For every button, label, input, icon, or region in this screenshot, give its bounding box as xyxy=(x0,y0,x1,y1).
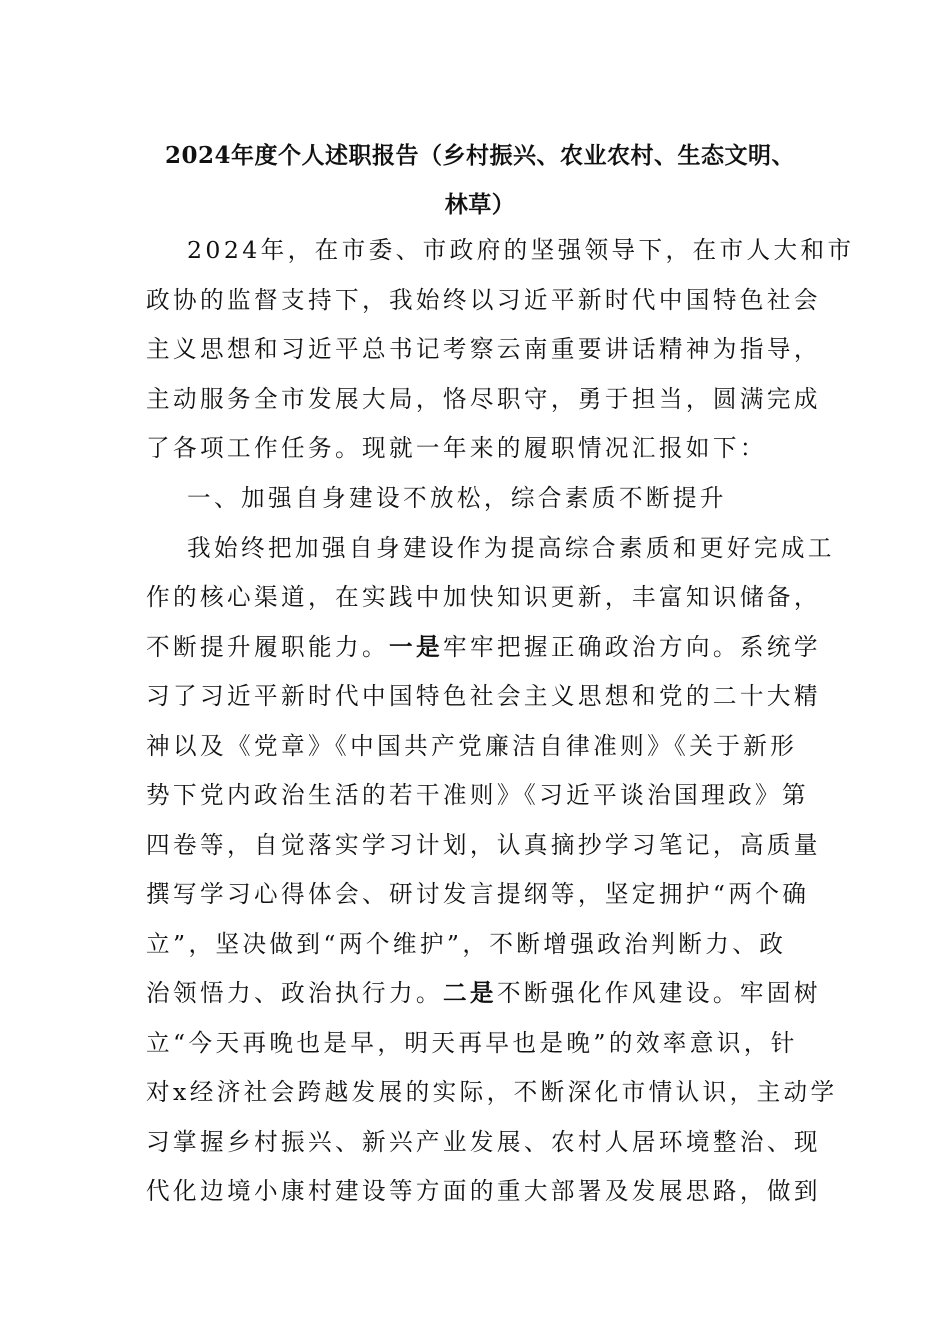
paragraph-line: 我始终把加强自身建设作为提高综合素质和更好完成工 xyxy=(187,534,835,562)
document-title-line-2: 林草） xyxy=(444,191,516,218)
document-title-line-1: 2024年度个人述职报告（乡村振兴、农业农村、生态文明、 xyxy=(164,142,795,169)
paragraph-line: 立“今天再晚也是早，明天再早也是晚”的效率意识，针 xyxy=(146,1029,798,1057)
paragraph-line xyxy=(146,623,821,673)
paragraph-line: 习了习近平新时代中国特色社会主义思想和党的二十大精 xyxy=(146,682,821,710)
paragraph-line: 对x经济社会跨越发展的实际，不断深化市情认识，主动学 xyxy=(146,1078,838,1106)
paragraph-text: 治领悟力、政治执行力。 xyxy=(146,979,443,1007)
paragraph-line: 势下党内政治生活的若干准则》《习近平谈治国理政》第 xyxy=(146,781,810,809)
paragraph-line: 神以及《党章》《中国共产党廉洁自律准则》《关于新形 xyxy=(146,732,798,760)
paragraph-line: 四卷等，自觉落实学习计划，认真摘抄学习笔记，高质量 xyxy=(146,831,821,859)
paragraph-line: 作的核心渠道，在实践中加快知识更新，丰富知识储备， xyxy=(146,583,821,611)
paragraph-line: 了各项工作任务。现就一年来的履职情况汇报如下： xyxy=(146,434,767,462)
section-heading: 一、加强自身建设不放松，综合素质不断提升 xyxy=(187,484,727,512)
paragraph-line: 主动服务全市发展大局，恪尽职守，勇于担当，圆满完成 xyxy=(146,385,821,413)
paragraph-line: 政协的监督支持下，我始终以习近平新时代中国特色社会 xyxy=(146,286,821,314)
emphasis-second: 二是 xyxy=(442,979,497,1007)
paragraph-text: 不断强化作风建设。牢固树 xyxy=(496,979,821,1007)
paragraph-line: 撰写学习心得体会、研讨发言提纲等，坚定拥护“两个确 xyxy=(146,880,810,908)
paragraph-line: 2024年，在市委、市政府的坚强领导下，在市人大和市 xyxy=(187,236,855,264)
paragraph-text: 牢牢把握正确政治方向。系统学 xyxy=(442,633,821,661)
emphasis-first: 一是 xyxy=(388,633,443,661)
paragraph-line: 立”，坚决做到“两个维护”，不断增强政治判断力、政 xyxy=(146,930,787,958)
paragraph-line xyxy=(146,969,821,1019)
paragraph-text: 不断提升履职能力。 xyxy=(146,633,389,661)
paragraph-line: 习掌握乡村振兴、新兴产业发展、农村人居环境整治、现 xyxy=(146,1128,821,1156)
paragraph-line: 主义思想和习近平总书记考察云南重要讲话精神为指导， xyxy=(146,335,821,363)
paragraph-line: 代化边境小康村建设等方面的重大部署及发展思路，做到 xyxy=(146,1177,821,1205)
